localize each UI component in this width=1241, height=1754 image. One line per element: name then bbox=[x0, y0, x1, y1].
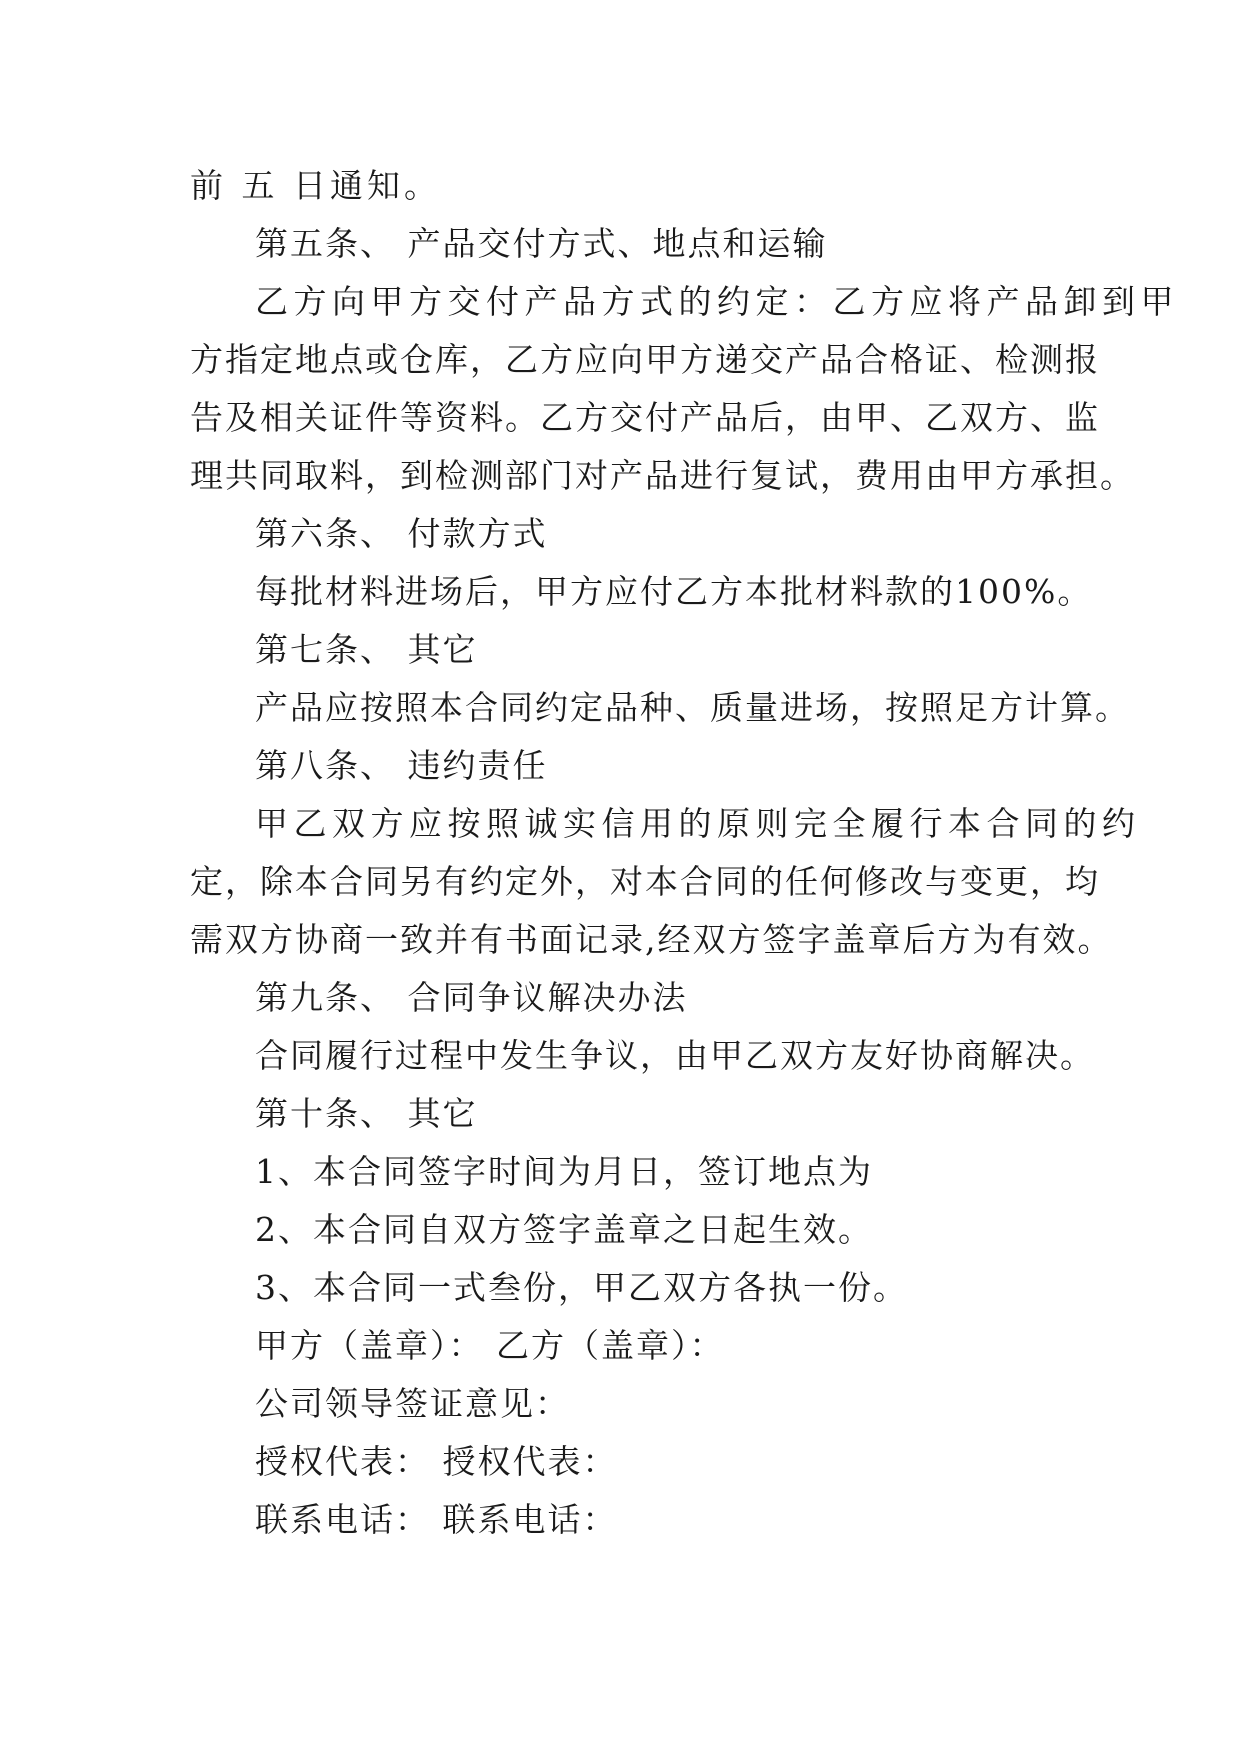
signature-line: 授权代表： 授权代表： bbox=[255, 1442, 618, 1481]
paragraph-line: 合同履行过程中发生争议，由甲乙双方友好协商解决。 bbox=[255, 1036, 1095, 1075]
paragraph-line: 告及相关证件等资料。乙方交付产品后，由甲、乙双方、监 bbox=[190, 398, 1100, 437]
section-heading: 第八条、 违约责任 bbox=[255, 746, 548, 785]
signature-line: 公司领导签证意见： bbox=[255, 1384, 570, 1423]
section-heading: 第十条、 其它 bbox=[255, 1094, 478, 1133]
section-heading: 第七条、 其它 bbox=[255, 630, 478, 669]
paragraph-line: 产品应按照本合同约定品种、质量进场，按照足方计算。 bbox=[255, 688, 1130, 727]
section-heading: 第五条、 产品交付方式、地点和运输 bbox=[255, 224, 828, 263]
paragraph-line: 定，除本合同另有约定外，对本合同的任何修改与变更，均 bbox=[190, 862, 1100, 901]
text-line: 前 五 日通知。 bbox=[190, 166, 441, 205]
section-heading: 第六条、 付款方式 bbox=[255, 514, 548, 553]
signature-line: 甲方（盖章）： 乙方（盖章）： bbox=[255, 1326, 725, 1365]
paragraph-line: 理共同取料，到检测部门对产品进行复试，费用由甲方承担。 bbox=[190, 456, 1135, 495]
paragraph-line: 甲乙双方应按照诚实信用的原则完全履行本合同的约 bbox=[255, 804, 1141, 843]
list-item: 2、本合同自双方签字盖章之日起生效。 bbox=[255, 1210, 873, 1249]
list-item: 3、本合同一式叁份，甲乙双方各执一份。 bbox=[255, 1268, 908, 1307]
paragraph-line: 每批材料进场后，甲方应付乙方本批材料款的100%。 bbox=[255, 572, 1093, 611]
paragraph-line: 方指定地点或仓库，乙方应向甲方递交产品合格证、检测报 bbox=[190, 340, 1100, 379]
signature-line: 联系电话： 联系电话： bbox=[255, 1500, 618, 1539]
paragraph-line: 乙方向甲方交付产品方式的约定：乙方应将产品卸到甲 bbox=[255, 282, 1179, 321]
paragraph-line: 需双方协商一致并有书面记录,经双方签字盖章后方为有效。 bbox=[190, 920, 1113, 959]
section-heading: 第九条、 合同争议解决办法 bbox=[255, 978, 688, 1017]
list-item: 1、本合同签字时间为月日，签订地点为 bbox=[255, 1152, 873, 1191]
